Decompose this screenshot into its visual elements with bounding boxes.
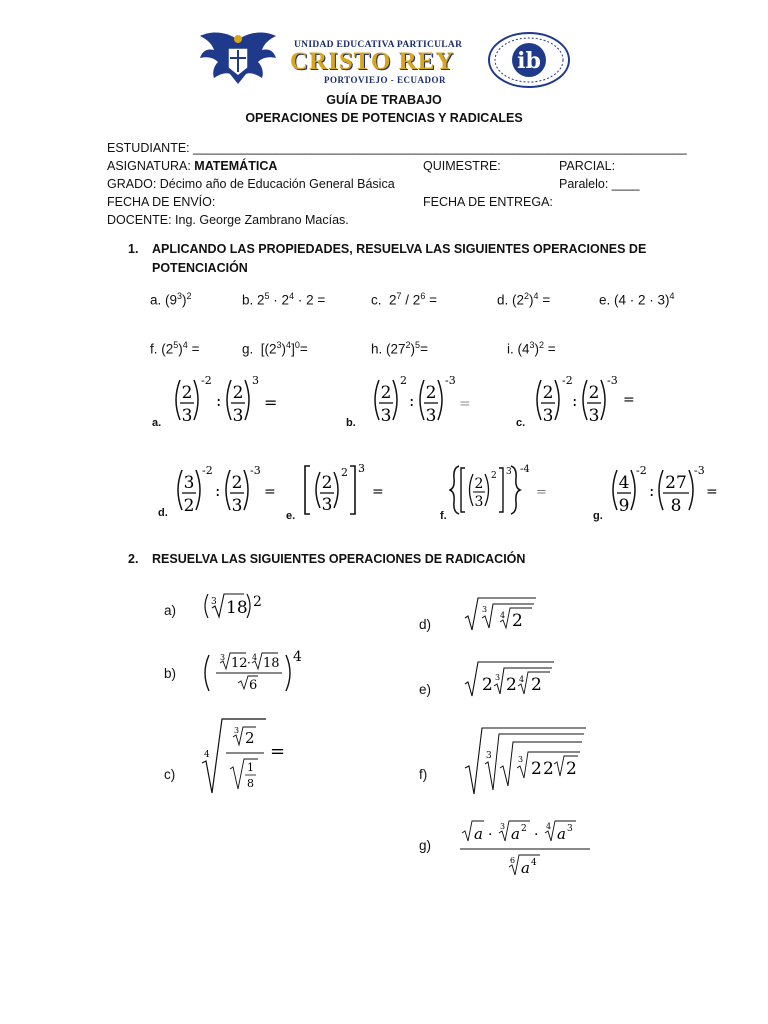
svg-text:3: 3: [220, 653, 226, 662]
exercise-2f: [462, 724, 592, 796]
svg-text:=: =: [270, 741, 286, 762]
exercise-1e: e. $(4 \cdot 2 \cdot 3)^4$: [599, 291, 675, 308]
svg-text:12: 12: [231, 656, 248, 671]
svg-text:2: 2: [474, 476, 484, 492]
svg-text:3: 3: [321, 495, 333, 515]
label-2g: g): [419, 838, 432, 853]
label-1f: f.: [150, 341, 158, 357]
exercise-2b: [200, 645, 310, 697]
ib-world-school-logo: [487, 32, 571, 88]
exercise-1a: a. $(9^3)^2$: [150, 291, 192, 308]
svg-text:4: 4: [204, 750, 210, 760]
school-name: CRISTO REY: [290, 48, 455, 75]
exercise-frac-e: [300, 460, 395, 520]
svg-text:4: 4: [546, 822, 552, 831]
label-frac-g: g.: [593, 510, 603, 522]
send-date-field: FECHA DE ENVÍO:: [107, 195, 216, 209]
svg-text:2: 2: [380, 383, 392, 403]
label-frac-f: f.: [440, 510, 447, 522]
svg-text:2: 2: [231, 473, 243, 493]
svg-text:·: ·: [534, 827, 539, 843]
svg-text:3: 3: [518, 755, 524, 764]
label-2a: a): [164, 603, 177, 618]
svg-text:3: 3: [542, 406, 554, 426]
svg-text:1: 1: [247, 761, 254, 774]
svg-text:2: 2: [400, 374, 407, 387]
svg-text:18: 18: [263, 656, 280, 671]
label-1i: i.: [507, 341, 514, 357]
svg-text:-4: -4: [520, 464, 530, 475]
quimestre-field: QUIMESTRE:: [423, 159, 501, 173]
svg-text:=: =: [372, 484, 384, 500]
subject-field: [107, 157, 277, 175]
label-2b: b): [164, 666, 177, 681]
svg-text:3: 3: [232, 406, 244, 426]
svg-text:3: 3: [567, 824, 573, 834]
svg-text:2: 2: [543, 759, 554, 779]
svg-text:2: 2: [245, 729, 255, 747]
svg-text:2: 2: [566, 759, 577, 779]
svg-text:2: 2: [321, 473, 333, 493]
exercise-frac-d: [170, 460, 285, 520]
label-frac-c: c.: [516, 417, 526, 429]
svg-text:a: a: [557, 825, 566, 843]
exercise-frac-b: [365, 370, 485, 430]
paralelo-field: Paralelo: ____: [559, 177, 640, 191]
svg-text::: :: [572, 391, 578, 410]
svg-text:2: 2: [531, 675, 542, 695]
svg-text:3: 3: [211, 597, 217, 607]
svg-text:=: =: [623, 392, 635, 408]
label-1h: h.: [371, 341, 383, 357]
svg-text:-3: -3: [250, 464, 261, 477]
svg-text:18: 18: [226, 598, 248, 618]
section2-title: RESUELVA LAS SIGUIENTES OPERACIONES DE RADICACIÓN: [152, 552, 526, 566]
subject-label: ASIGNATURA:: [107, 159, 195, 173]
exercise-2g: [458, 817, 596, 879]
label-frac-a: a.: [152, 417, 162, 429]
exercise-1i: i. $(4^3)^2$ =: [507, 340, 556, 357]
svg-text:2: 2: [425, 383, 437, 403]
label-1a: a.: [150, 292, 162, 308]
svg-text:=: =: [264, 393, 278, 412]
student-field: ESTUDIANTE: _______________________________________________________________________: [107, 141, 687, 155]
label-1e: e.: [599, 292, 611, 308]
label-1b: b.: [242, 292, 254, 308]
svg-text:-2: -2: [636, 464, 647, 477]
section2-number: 2.: [128, 552, 139, 566]
exercise-frac-a: [166, 370, 286, 430]
svg-text:4: 4: [618, 473, 630, 493]
svg-text:3: 3: [380, 406, 392, 426]
svg-text:27: 27: [665, 473, 687, 493]
svg-text:=: =: [536, 485, 547, 500]
svg-text:-3: -3: [607, 374, 618, 387]
svg-text:3: 3: [482, 605, 488, 614]
svg-text:4: 4: [531, 858, 537, 868]
svg-text:2: 2: [491, 471, 497, 481]
svg-text:-2: -2: [201, 374, 212, 387]
label-2c: c): [164, 767, 176, 782]
svg-text::: :: [409, 391, 415, 410]
svg-text:3: 3: [588, 406, 600, 426]
svg-text:2: 2: [232, 383, 244, 403]
svg-text:·: ·: [247, 656, 251, 670]
svg-text:6: 6: [510, 856, 516, 865]
svg-text:2: 2: [253, 594, 262, 610]
svg-text:3: 3: [506, 467, 512, 477]
svg-text:4: 4: [519, 675, 525, 684]
svg-text:a: a: [521, 859, 530, 877]
svg-text:-2: -2: [202, 464, 213, 477]
svg-text::: :: [649, 481, 655, 500]
svg-text:4: 4: [500, 611, 506, 620]
svg-text:3: 3: [500, 822, 506, 831]
school-city: PORTOVIEJO - ECUADOR: [324, 75, 447, 85]
exercise-2a: [202, 588, 282, 622]
svg-text:2: 2: [183, 496, 195, 516]
exercise-2d: [462, 594, 542, 634]
label-frac-d: d.: [158, 507, 168, 519]
section1-title-line2: POTENCIACIÓN: [152, 261, 248, 275]
svg-text:2: 2: [521, 824, 527, 834]
label-frac-b: b.: [346, 417, 356, 429]
exercise-1b: b. $2^5 \cdot 2^4 \cdot 2$ =: [242, 291, 326, 308]
svg-text:2: 2: [482, 675, 493, 695]
school-header: [198, 28, 573, 92]
svg-text:3: 3: [252, 374, 259, 387]
svg-text::: :: [216, 391, 222, 410]
svg-text:-3: -3: [694, 464, 705, 477]
svg-text:2: 2: [531, 759, 542, 779]
svg-text:3: 3: [234, 726, 240, 735]
section1-title-line1: APLICANDO LAS PROPIEDADES, RESUELVA LAS SIGUIENTES OPERACIONES DE: [152, 242, 647, 256]
due-date-field: FECHA DE ENTREGA:: [423, 195, 553, 209]
svg-text:8: 8: [670, 496, 682, 516]
label-2d: d): [419, 617, 432, 632]
svg-text:-3: -3: [445, 374, 456, 387]
label-1d: d.: [497, 292, 509, 308]
exercise-1g: g. $[(2^3)^4]^0=$: [242, 340, 308, 357]
svg-text:2: 2: [181, 383, 193, 403]
parcial-field: PARCIAL:: [559, 159, 616, 173]
eagle-crest-logo: [198, 30, 278, 88]
exercise-frac-f: [449, 460, 554, 520]
exercise-1f: f. $(2^5)^4$ =: [150, 340, 200, 357]
svg-text:8: 8: [247, 777, 254, 790]
teacher-field: DOCENTE: Ing. George Zambrano Macías.: [107, 213, 349, 227]
exercise-2e: [462, 658, 562, 700]
school-line1: UNIDAD EDUCATIVA PARTICULAR: [294, 40, 463, 50]
exercise-1h: h. $(27^2)^5=$: [371, 340, 428, 357]
svg-text:2: 2: [542, 383, 554, 403]
svg-text:a: a: [511, 825, 520, 843]
svg-text:=: =: [459, 396, 471, 412]
svg-text:6: 6: [249, 678, 258, 693]
svg-text:3: 3: [231, 496, 243, 516]
grade-field: GRADO: Décimo año de Educación General Básica: [107, 177, 395, 191]
svg-text:3: 3: [425, 406, 437, 426]
svg-text:·: ·: [488, 827, 493, 843]
exercise-frac-g: [605, 460, 720, 520]
label-1g: g.: [242, 341, 254, 357]
svg-text:3: 3: [495, 673, 501, 682]
svg-text:3: 3: [486, 751, 492, 761]
svg-text:2: 2: [506, 675, 517, 695]
exercise-1d: d. $(2^2)^4$ =: [497, 291, 551, 308]
svg-text:a: a: [474, 825, 483, 843]
svg-text:9: 9: [618, 496, 630, 516]
exercise-2c: [200, 715, 290, 795]
exercise-frac-c: [527, 370, 647, 430]
label-2f: f): [419, 767, 428, 782]
exercise-1c: c. $2^7 / 2^6$ =: [371, 291, 437, 308]
svg-text:3: 3: [474, 494, 484, 510]
ib-mark: ib: [517, 48, 541, 74]
svg-text:2: 2: [341, 466, 348, 479]
section1-number: 1.: [128, 242, 139, 256]
svg-text:2: 2: [512, 611, 523, 631]
svg-text:4: 4: [293, 649, 302, 665]
label-1c: c.: [371, 292, 382, 308]
svg-text::: :: [215, 481, 221, 500]
svg-text:=: =: [264, 484, 276, 500]
svg-text:3: 3: [181, 406, 193, 426]
svg-text:4: 4: [252, 653, 258, 662]
svg-text:-2: -2: [562, 374, 573, 387]
page-subtitle: OPERACIONES DE POTENCIAS Y RADICALES: [245, 111, 523, 125]
page-title: GUÍA DE TRABAJO: [326, 93, 442, 107]
svg-text:2: 2: [588, 383, 600, 403]
label-frac-e: e.: [286, 510, 296, 522]
svg-text:3: 3: [183, 473, 195, 493]
label-2e: e): [419, 682, 432, 697]
svg-text:=: =: [706, 484, 718, 500]
svg-text:3: 3: [358, 462, 365, 475]
subject-value: MATEMÁTICA: [194, 159, 278, 173]
